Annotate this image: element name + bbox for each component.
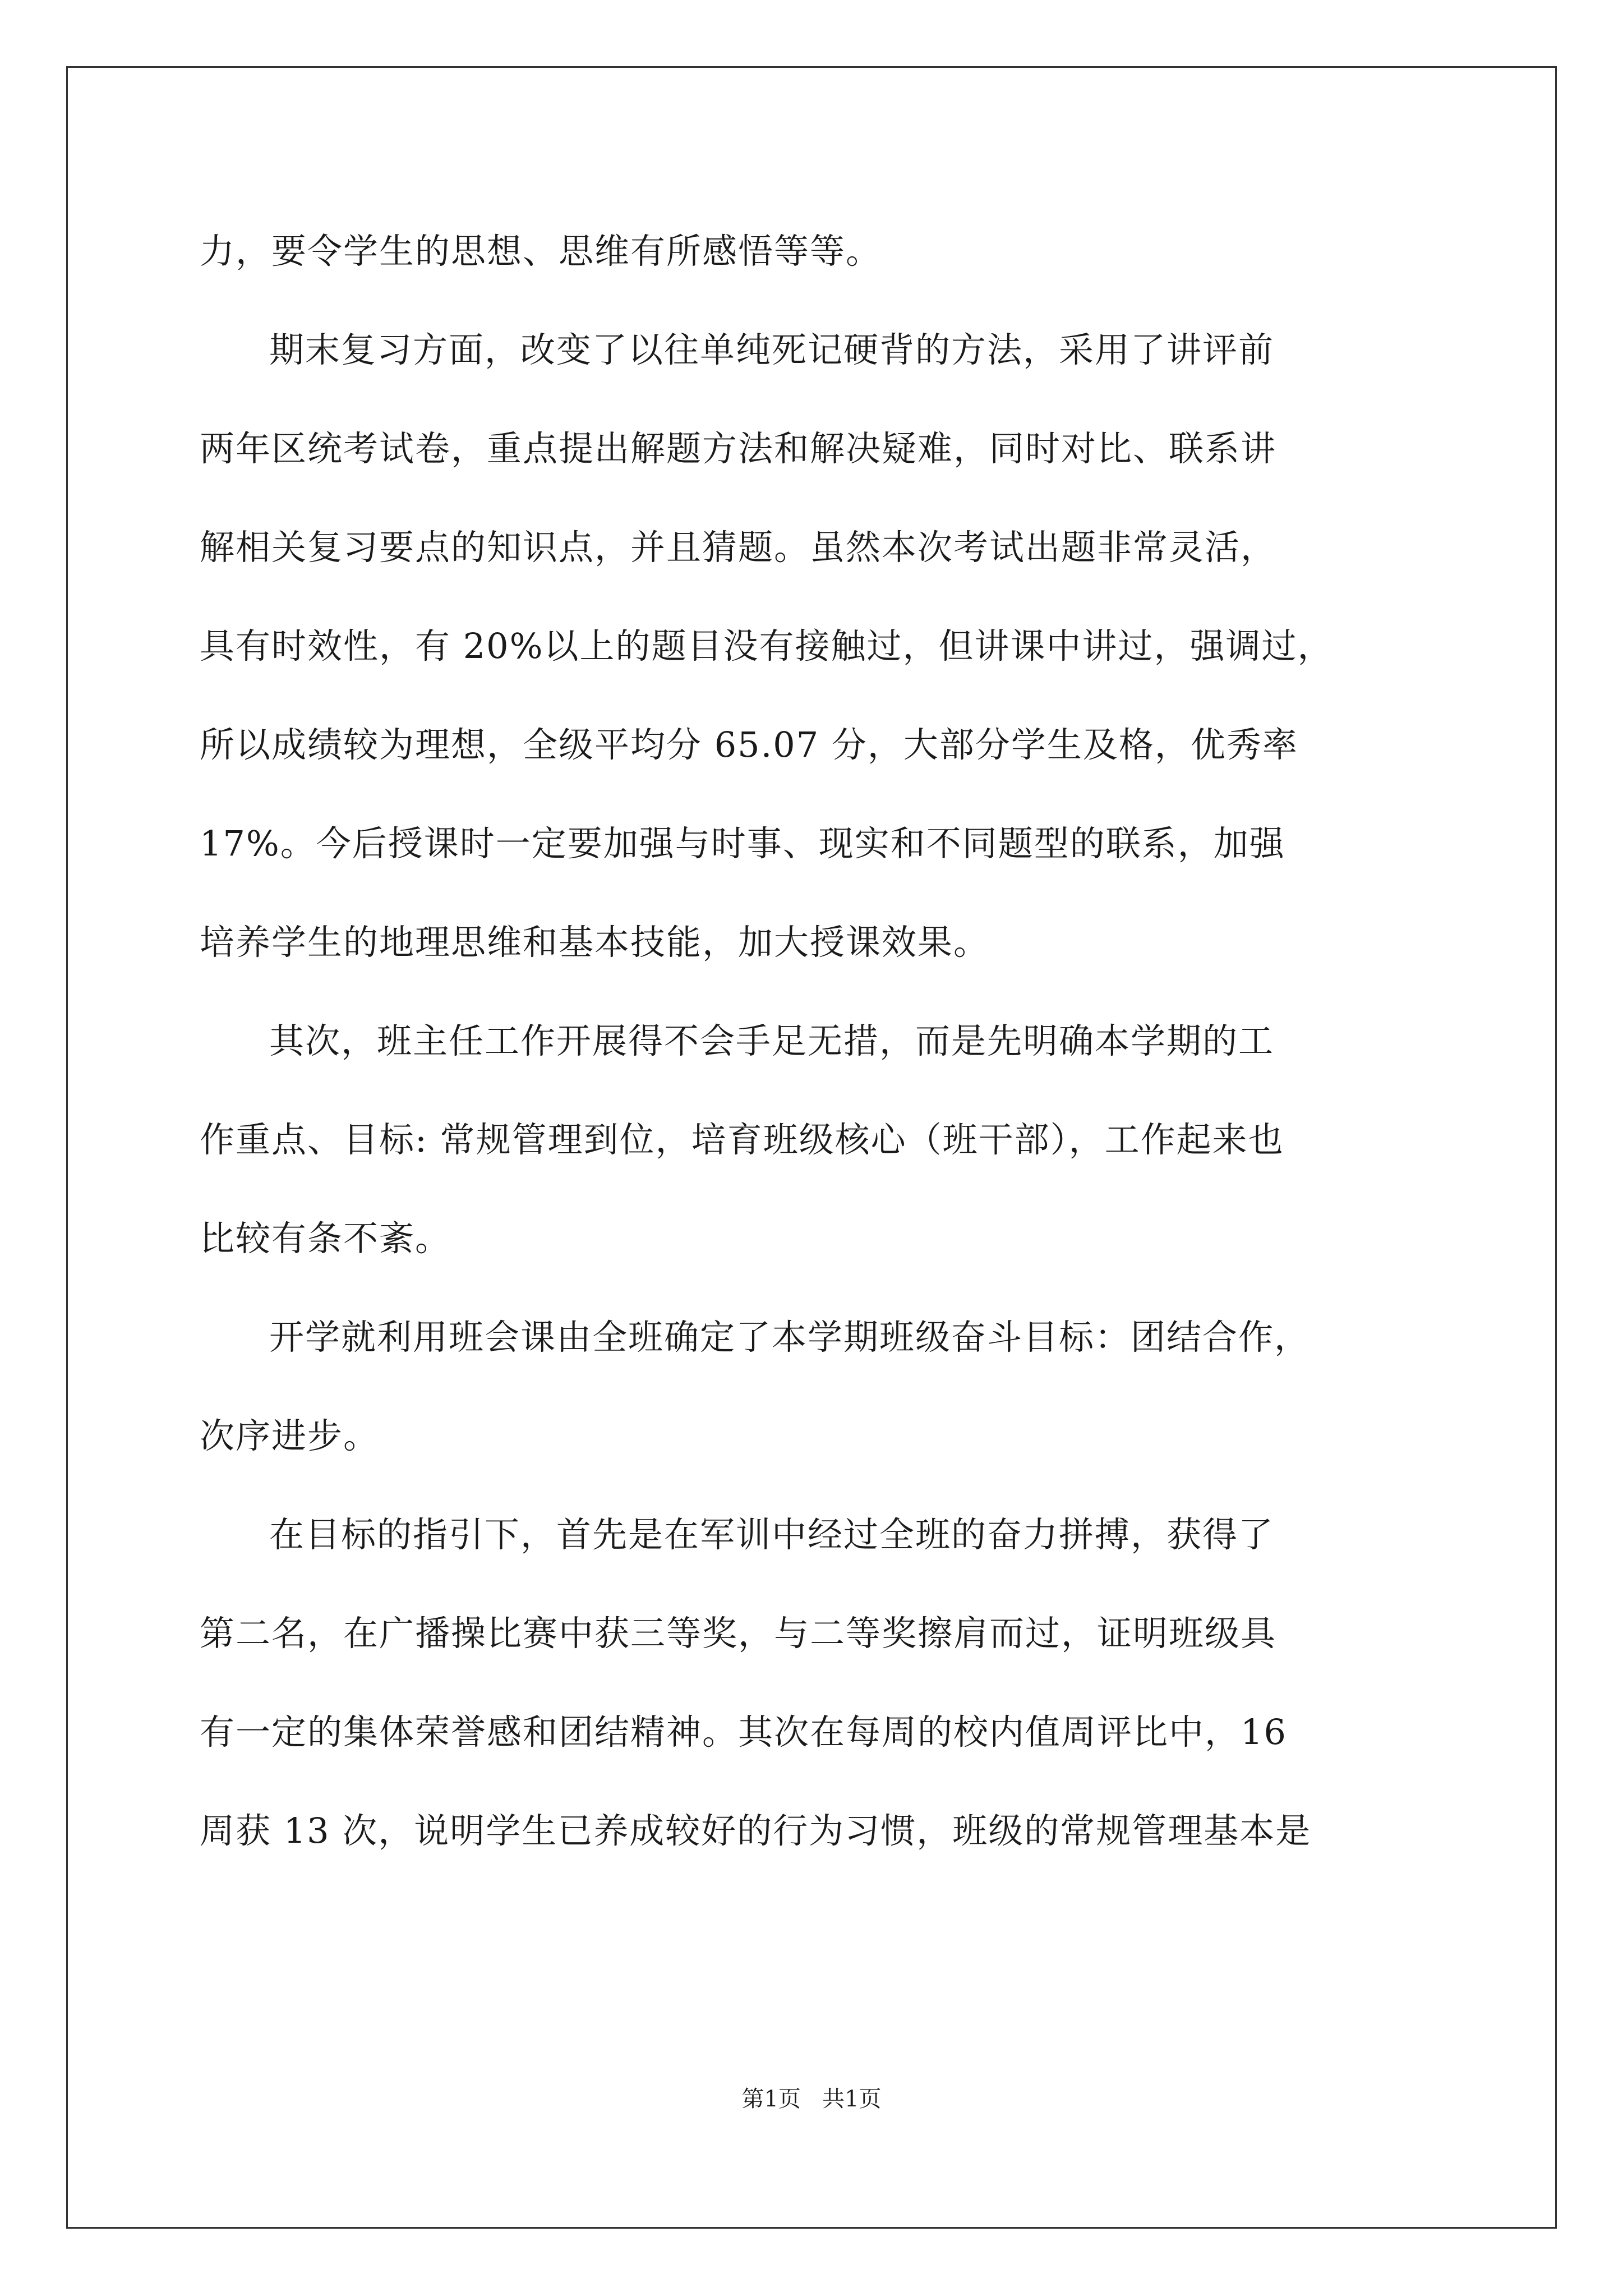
- text-line: 周获 13 次，说明学生已养成较好的行为习惯，班级的常规管理基本是: [200, 1810, 1312, 1851]
- text-line: 培养学生的地理思维和基本技能，加大授课效果。: [200, 922, 990, 963]
- text-line: 其次，班主任工作开展得不会手足无措，而是先明确本学期的工: [269, 1020, 1275, 1061]
- text-line: 有一定的集体荣誉感和团结精神。其次在每周的校内值周评比中，16: [200, 1711, 1287, 1752]
- text-line: 作重点、目标: 常规管理到位，培育班级核心（班干部），工作起来也: [200, 1119, 1284, 1160]
- text-line: 期末复习方面，改变了以往单纯死记硬背的方法，采用了讲评前: [269, 329, 1275, 370]
- document-body: [200, 202, 1433, 1880]
- text-line: 两年区统考试卷，重点提出解题方法和解决疑难，同时对比、联系讲: [200, 428, 1277, 469]
- page-number-footer: 第1页 共1页: [741, 2086, 882, 2112]
- text-line: 具有时效性，有 20%以上的题目没有接触过，但讲课中讲过，强调过，: [200, 625, 1334, 666]
- text-line: 开学就利用班会课由全班确定了本学期班级奋斗目标：团结合作，: [269, 1317, 1311, 1358]
- text-line: 第二名，在广播操比赛中获三等奖，与二等奖擦肩而过，证明班级具: [200, 1613, 1277, 1654]
- text-line: 解相关复习要点的知识点，并且猜题。虽然本次考试出题非常灵活，: [200, 527, 1277, 568]
- text-line: 次序进步。: [200, 1415, 380, 1456]
- text-line: 比较有条不紊。: [200, 1218, 451, 1259]
- text-line: 力，要令学生的思想、思维有所感悟等等。: [200, 231, 882, 272]
- text-line: 17%。今后授课时一定要加强与时事、现实和不同题型的联系，加强: [200, 823, 1285, 864]
- text-line: 所以成绩较为理想，全级平均分 65.07 分，大部分学生及格，优秀率: [200, 724, 1298, 765]
- text-line: 在目标的指引下，首先是在军训中经过全班的奋力拼搏，获得了: [269, 1514, 1275, 1555]
